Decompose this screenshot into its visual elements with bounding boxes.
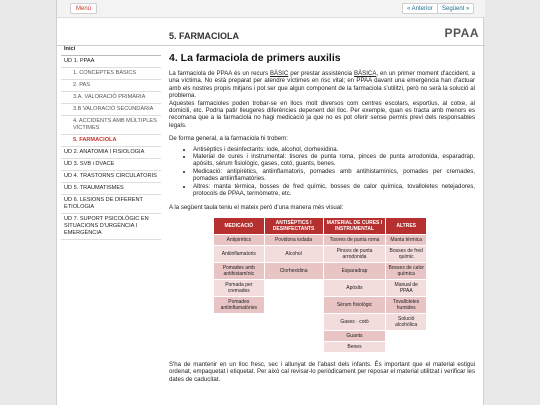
table-row <box>214 296 427 313</box>
contents-intro: De forma general, a la farmaciola hi trobem: <box>169 135 288 143</box>
table-row <box>214 313 427 330</box>
top-bar <box>57 0 485 18</box>
table-row <box>214 234 427 245</box>
list-item: • Material de cures i instrumental: tisores de punta roma, pinces de punta arrodonida, esparadrap, apòsits, sèrum fisiològic, gases, cotó, guants, benes. <box>193 153 475 168</box>
sidebar-item-ud5[interactable]: UD 5. TRAUMATISMES <box>61 183 161 195</box>
sidebar-item-inici[interactable]: Inici <box>61 44 161 56</box>
main-content <box>169 52 475 389</box>
sidebar-item-ud7[interactable]: UD 7. SUPORT PSICOLÒGIC EN SITUACIONS D'URGÈNCIA I EMERGÈNCIA <box>61 214 161 240</box>
table-cell: Alcohol <box>264 245 323 262</box>
page-frame <box>56 0 484 405</box>
table-cell <box>264 296 323 313</box>
table-cell: Benes <box>323 341 386 352</box>
list-item: • Altres: manta tèrmica, bosses de fred químic, bosses de calor química, tovalloletes netejadores, protocols de PPAA, termòmetre, etc. <box>193 183 475 198</box>
farmaciola-table <box>213 217 427 353</box>
table-cell: Bosses de calor química <box>386 262 427 279</box>
table-cell: Pomades amb antihistamínic <box>214 262 265 279</box>
locations-text: Aquestes farmacioles poden trobar-se en llocs molt diversos com centres escolars, esportius, al cotxe, al domicili, etc. Podria patir lleugeres diferències depenent del lloc. Per exemple, quan es tracta amb menors es recomana que a la farmaciola no hagi medicació ja que no es pot oferir sense permís previ dels responsables legals. <box>169 99 475 129</box>
table-cell: Pomades antiinflamatòries <box>214 296 265 313</box>
sidebar-item-ud4[interactable]: UD 4. TRASTORNS CIRCULATORIS <box>61 171 161 183</box>
sidebar-item-farmaciola[interactable]: 5. FARMACIOLA <box>61 135 161 147</box>
table-cell: Gases · cotó <box>323 313 386 330</box>
table-header: ALTRES <box>386 217 427 234</box>
table-cell: Manual de PPAA <box>386 279 427 296</box>
table-cell: Clorhexidina <box>264 262 323 279</box>
intro-basic-1: BÀSIC <box>269 70 289 77</box>
next-button[interactable]: Següent » <box>437 3 474 14</box>
table-cell: Bosses de fred químic <box>386 245 427 262</box>
page-header <box>57 22 485 46</box>
intro-text-c: , en un primer moment d'accident, a una víctima. No està preparat per atendre víctimes en risc vital; en PPAA davant una emergència han d'actuar amb els nostres propis mitjans i pot ser que algun component de la farmaciola s'utilitzi, però no serà la solució al problema. <box>169 70 475 100</box>
table-header-row <box>214 217 427 234</box>
intro-basic-2: BÀSICA <box>354 70 377 77</box>
table-header: ANTISÈPTICS I DESINFECTANTS <box>264 217 323 234</box>
table-row <box>214 245 427 262</box>
intro-text-b: per prestar assistència <box>288 70 355 77</box>
table-cell <box>264 330 323 341</box>
table-cell <box>264 313 323 330</box>
sidebar-item-accidents-multiples[interactable]: 4. ACCIDENTS AMB MÚLTIPLES VÍCTIMES <box>61 116 161 135</box>
table-cell: Sèrum fisiològic <box>323 296 386 313</box>
contents-list <box>193 146 475 198</box>
section-title: 5. FARMACIOLA <box>169 31 240 41</box>
previous-button[interactable]: « Anterior <box>402 3 438 14</box>
table-cell <box>386 330 427 341</box>
table-cell <box>214 341 265 352</box>
table-intro: A la següent taula teniu el mateix però d'una manera més visual: <box>169 203 344 211</box>
table-cell: Solució alcohòlica <box>386 313 427 330</box>
menu-button[interactable]: Menú <box>70 3 97 14</box>
table-cell: Esparadrap <box>323 262 386 279</box>
table-cell <box>386 341 427 352</box>
sidebar-item-ud2[interactable]: UD 2. ANATOMIA I FISIOLOGIA <box>61 147 161 159</box>
table-cell: Tisores de punta roma <box>323 234 386 245</box>
table-cell <box>214 313 265 330</box>
table-row <box>214 330 427 341</box>
sidebar-item-valoracio-primaria[interactable]: 3.A. VALORACIÓ PRIMÀRIA <box>61 92 161 104</box>
list-item: • Medicació: antipirètics, antiinflamatoris, pomades amb antihistamínics, pomades per cremades, pomades antiinflamatòries. <box>193 168 475 183</box>
table-cell: Tovalloletes humides <box>386 296 427 313</box>
sidebar-item-ud6[interactable]: UD 6. LESIONS DE DIFERENT ETIOLOGIA <box>61 195 161 214</box>
table-cell: Pinces de punta arrodonida <box>323 245 386 262</box>
table-row <box>214 262 427 279</box>
table-cell <box>264 279 323 296</box>
table-cell: Apòsits <box>323 279 386 296</box>
sidebar-nav <box>61 44 161 240</box>
storage-paragraph: S'ha de mantenir en un lloc fresc, sec i allunyat de l'abast dels infants. És important que el material estigui ordenat, empaquetat i etiquetat. Per això cal revisar-lo periòdicament per reposar el material utilitzat i verificar les dates de caducitat. <box>169 360 475 383</box>
table-header: MEDICACIÓ <box>214 217 265 234</box>
table-cell: Pomada per cremades <box>214 279 265 296</box>
sidebar-item-ud3[interactable]: UD 3. SVB i DVACE <box>61 159 161 171</box>
intro-text-a: La farmaciola de PPAA és un recurs <box>169 70 270 77</box>
sidebar-item-ud1[interactable]: UD 1. PPAA <box>61 56 161 68</box>
sidebar-item-conceptes-basics[interactable]: 1. CONCEPTES BÀSICS <box>61 68 161 80</box>
table-header: MATERIAL DE CURES I INSTRUMENTAL <box>323 217 386 234</box>
sidebar-item-valoracio-secundaria[interactable]: 3.B VALORACIÓ SECUNDÀRIA <box>61 104 161 116</box>
table-cell: Manta tèrmica <box>386 234 427 245</box>
page-heading: 4. La farmaciola de primers auxilis <box>169 52 341 64</box>
table-cell: Antipirètics <box>214 234 265 245</box>
table-row <box>214 341 427 352</box>
table-cell: Antiinflamatoris <box>214 245 265 262</box>
table-cell <box>264 341 323 352</box>
list-item: • Antisèptics i desinfectants: iode, alcohol, clorhexidina. <box>193 146 475 153</box>
intro-paragraph <box>169 70 475 129</box>
table-cell: Povidona iodada <box>264 234 323 245</box>
table-cell <box>214 330 265 341</box>
table-cell: Guants <box>323 330 386 341</box>
table-row <box>214 279 427 296</box>
site-brand[interactable]: PPAA <box>444 26 479 40</box>
sidebar-item-pas[interactable]: 2. PAS <box>61 80 161 92</box>
